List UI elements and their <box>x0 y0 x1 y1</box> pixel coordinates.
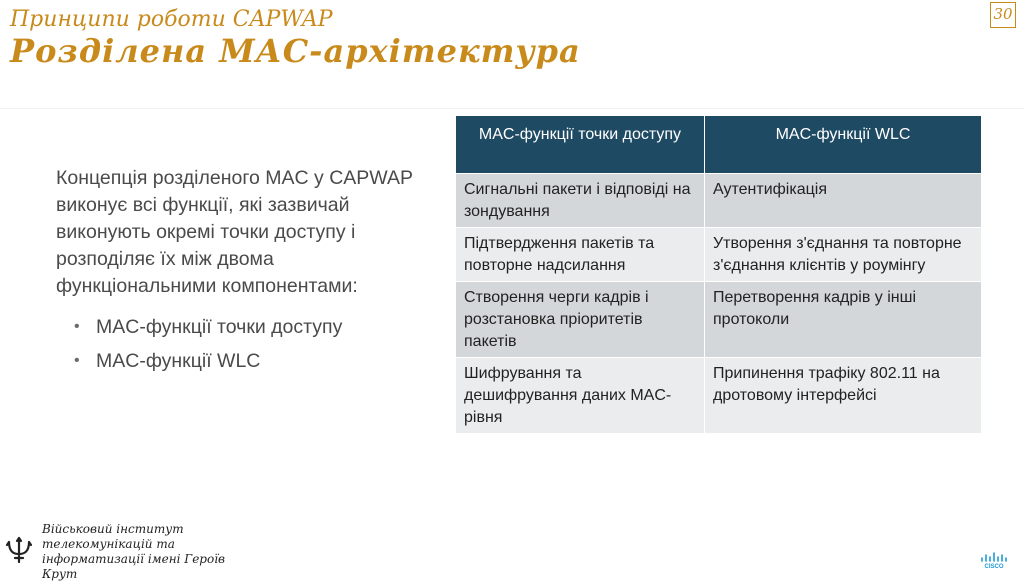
bullet-text: MAC-функції WLC <box>96 350 261 372</box>
table-row <box>456 174 982 228</box>
table-cell: Утворення з'єднання та повторне з'єднання клієнтів у роумінгу <box>705 228 982 282</box>
table-cell: Сигнальні пакети і відповіді на зондування <box>456 174 705 228</box>
table-cell: Підтвердження пакетів та повторне надсилання <box>456 228 705 282</box>
table-cell: Шифрування та дешифрування даних MAC-рівня <box>456 358 705 434</box>
table-header-cell: MAC-функції точки доступу <box>456 116 705 174</box>
table-cell: Припинення трафіку 802.11 на дротовому інтерфейсі <box>705 358 982 434</box>
table-row <box>456 282 982 358</box>
cisco-logo-icon <box>976 550 1016 570</box>
bullet-list <box>72 315 432 383</box>
title-area <box>10 8 910 70</box>
bullet-item <box>72 349 432 373</box>
mac-functions-table <box>455 115 982 434</box>
slide-subtitle: Принципи роботи CAPWAP <box>10 7 333 32</box>
institution-name: Військовий інститут телекомунікацій та інформатизації імені Героїв Крут <box>42 522 226 581</box>
body-paragraph: Концепція розділеного MAC у CAPWAP виконує всі функції, які зазвичай виконують окремі точки доступу і розподіляє їх між двома функціональними компонентами: <box>56 167 413 297</box>
trident-icon <box>4 534 34 564</box>
table-header-row <box>456 116 982 174</box>
table-cell: Аутентифікація <box>705 174 982 228</box>
table-cell: Перетворення кадрів у інші протоколи <box>705 282 982 358</box>
table-header-cell: MAC-функції WLC <box>705 116 982 174</box>
bullet-item <box>72 315 432 339</box>
divider <box>0 108 1024 109</box>
table-row <box>456 228 982 282</box>
bullet-dot-icon: • <box>74 318 80 335</box>
svg-text:CISCO: CISCO <box>984 564 1004 570</box>
table-cell: Створення черги кадрів і розстановка пріоритетів пакетів <box>456 282 705 358</box>
bullet-text: MAC-функції точки доступу <box>96 316 343 338</box>
bullet-dot-icon: • <box>74 352 80 369</box>
page-number: 30 <box>990 2 1016 28</box>
table-row <box>456 358 982 434</box>
slide-title: Розділена МАС-архітектура <box>10 32 581 70</box>
